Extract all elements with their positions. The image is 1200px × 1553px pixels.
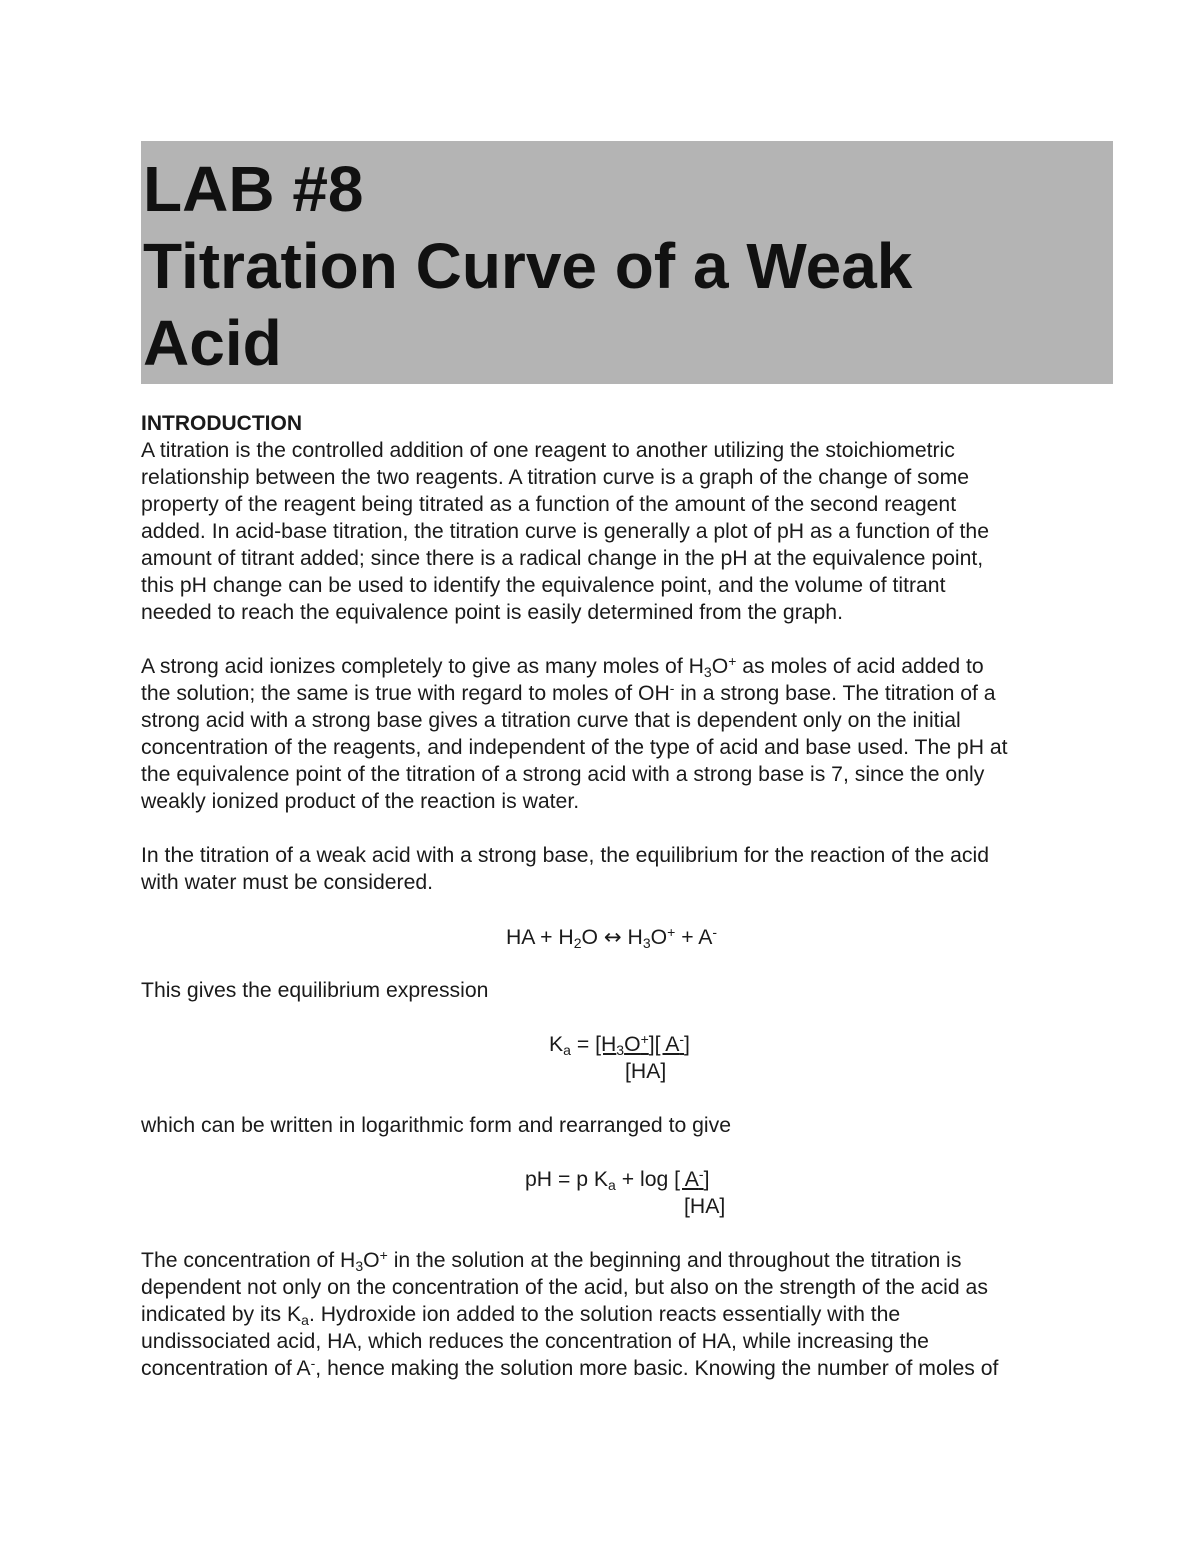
paragraph-3 [141, 842, 1116, 896]
paragraph-line: In the titration of a weak acid with a strong base, the equilibrium for the reaction of the acid [141, 844, 989, 867]
equation-henderson-numerator: pH = p $K_a + \log$ [ A-] [525, 1166, 710, 1193]
paragraph-line: with water must be considered. [141, 871, 434, 894]
paragraph-6 [141, 1247, 1116, 1382]
lab-title-line-1: Titration Curve of a Weak [143, 230, 913, 302]
section-heading-introduction: INTRODUCTION [141, 412, 302, 435]
paragraph-line: amount of titrant added; since there is a radical change in the pH at the equivalence point, [141, 547, 984, 570]
paragraph-line: A strong acid ionizes completely to give as many moles of $H_3O^+$ as moles of acid added to [141, 653, 984, 680]
equation-ka-denominator: [HA] [625, 1060, 667, 1083]
paragraph-1 [141, 437, 1116, 626]
paragraph-line: relationship between the two reagents. A titration curve is a graph of the change of some [141, 466, 969, 489]
double-arrow-icon: ↔ [603, 924, 622, 949]
document-body [141, 410, 1116, 1382]
paragraph-line: concentration of the reagents, and independent of the type of acid and base used. The pH at [141, 736, 1008, 759]
equation-ka-numerator: $K_a = [H_3O^+]$[ A-] [549, 1031, 690, 1058]
paragraph-line: needed to reach the equivalence point is easily determined from the graph. [141, 601, 843, 624]
paragraph-line: indicated by its $K_a$. Hydroxide ion added to the solution reacts essentially with the [141, 1303, 901, 1328]
paragraph-4: This gives the equilibrium expression [141, 979, 489, 1002]
paragraph-line: undissociated acid, HA, which reduces the concentration of HA, while increasing the [141, 1330, 929, 1353]
lab-title-line-2: Acid [143, 307, 282, 379]
paragraph-line: the equivalence point of the titration of a strong acid with a strong base is 7, since the only [141, 763, 985, 786]
paragraph-line: strong acid with a strong base gives a titration curve that is dependent only on the initial [141, 709, 961, 732]
equation-henderson-denominator: [HA] [684, 1195, 726, 1218]
paragraph-line: property of the reagent being titrated as a function of the amount of the second reagent [141, 493, 957, 516]
paragraph-line: added. In acid-base titration, the titration curve is generally a plot of pH as a function of the [141, 520, 989, 543]
paragraph-2 [141, 653, 1116, 815]
paragraph-line: the solution; the same is true with regard to moles of OH- in a strong base. The titration of a [141, 680, 996, 705]
title-banner [141, 141, 1113, 384]
paragraph-line: concentration of A-, hence making the solution more basic. Knowing the number of moles of [141, 1355, 999, 1380]
paragraph-line: dependent not only on the concentration of the acid, but also on the strength of the acid as [141, 1276, 988, 1299]
paragraph-line: weakly ionized product of the reaction is water. [141, 790, 580, 813]
lab-number: LAB #8 [143, 153, 364, 225]
equation-dissociation: HA + $H_2O$ ↔ $H_3O^+ + A^-$ [506, 924, 718, 951]
paragraph-line: A titration is the controlled addition of one reagent to another utilizing the stoichiometric [141, 439, 955, 462]
paragraph-line: The concentration of $H_3O^+$ in the solution at the beginning and throughout the titration is [141, 1247, 962, 1274]
paragraph-line: this pH change can be used to identify the equivalence point, and the volume of titrant [141, 574, 946, 597]
paragraph-5: which can be written in logarithmic form and rearranged to give [141, 1114, 732, 1137]
